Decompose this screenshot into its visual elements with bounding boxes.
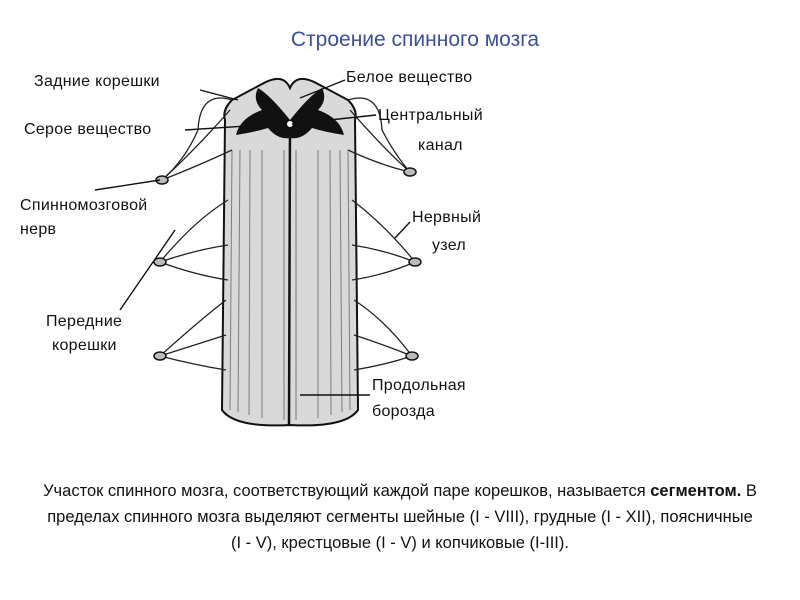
leader-spinal-nerve bbox=[95, 180, 160, 190]
label-spinal-nerve-2: нерв bbox=[20, 221, 57, 238]
label-ganglion-1: Нервный bbox=[412, 209, 482, 226]
caption-term-segment: сегментом. bbox=[650, 482, 742, 500]
caption-text bbox=[40, 478, 760, 556]
label-ventral-roots-1: Передние bbox=[46, 313, 123, 330]
caption-part2: В пределах спинного мозга выделяют сегменты шейные (I - VIII), грудные (I - XII), поясничные (I - V), крестцовые (I - V) и копчиковые (I-III). bbox=[47, 482, 757, 552]
page-title: Строение спинного мозга bbox=[290, 28, 540, 51]
label-central-canal-1: Центральный bbox=[378, 107, 483, 124]
caption-part1: Участок спинного мозга, соответствующий каждой паре корешков, называется bbox=[43, 482, 651, 500]
ganglion-right-1 bbox=[404, 168, 416, 176]
label-gray-matter: Серое вещество bbox=[24, 121, 152, 138]
label-dorsal-roots: Задние корешки bbox=[34, 73, 160, 90]
label-ventral-roots-2: корешки bbox=[52, 337, 117, 354]
leader-ventral-roots bbox=[120, 230, 175, 310]
label-fissure-2: борозда bbox=[372, 403, 435, 420]
label-ganglion-2: узел bbox=[432, 237, 467, 254]
longitudinal-fissure bbox=[289, 120, 290, 425]
ganglion-right-2 bbox=[409, 258, 421, 266]
leader-ganglion bbox=[395, 222, 410, 238]
label-fissure-1: Продольная bbox=[372, 377, 466, 394]
ganglion-left-3 bbox=[154, 352, 166, 360]
ganglion-left-2 bbox=[154, 258, 166, 266]
label-spinal-nerve-1: Спинномозговой bbox=[20, 197, 148, 214]
label-central-canal-2: канал bbox=[418, 137, 463, 154]
ganglion-right-3 bbox=[406, 352, 418, 360]
label-white-matter: Белое вещество bbox=[346, 69, 473, 86]
